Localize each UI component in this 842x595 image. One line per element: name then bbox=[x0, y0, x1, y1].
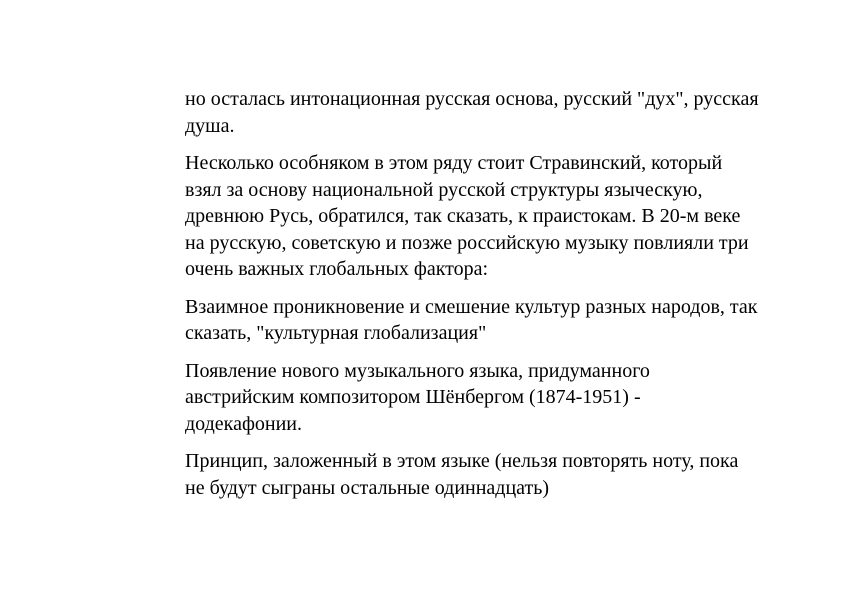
paragraph-5: Принцип, заложенный в этом языке (нельзя повторять ноту, пока не будут сыграны остальные одиннадцать) bbox=[185, 450, 739, 499]
paragraph-3: Взаимное проникновение и смешение культур разных народов, так сказать, "культурная глобализация" bbox=[185, 295, 758, 344]
paragraph-1: но осталась интонационная русская основа, русский "дух", русская душа. bbox=[185, 88, 759, 137]
document-body bbox=[185, 86, 760, 512]
paragraph-2: Несколько особняком в этом ряду стоит Стравинский, который взял за основу национальной русской структуры языческую, древнюю Русь, обратился, так сказать, к праистокам. В 20-м веке на русскую, советскую и позже российскую музыку повлияли три очень важных глобальных фактора: bbox=[185, 152, 749, 280]
paragraph-4: Появление нового музыкального языка, придуманного австрийским композитором Шёнбергом (1874-1951) - додекафонии. bbox=[185, 359, 650, 435]
